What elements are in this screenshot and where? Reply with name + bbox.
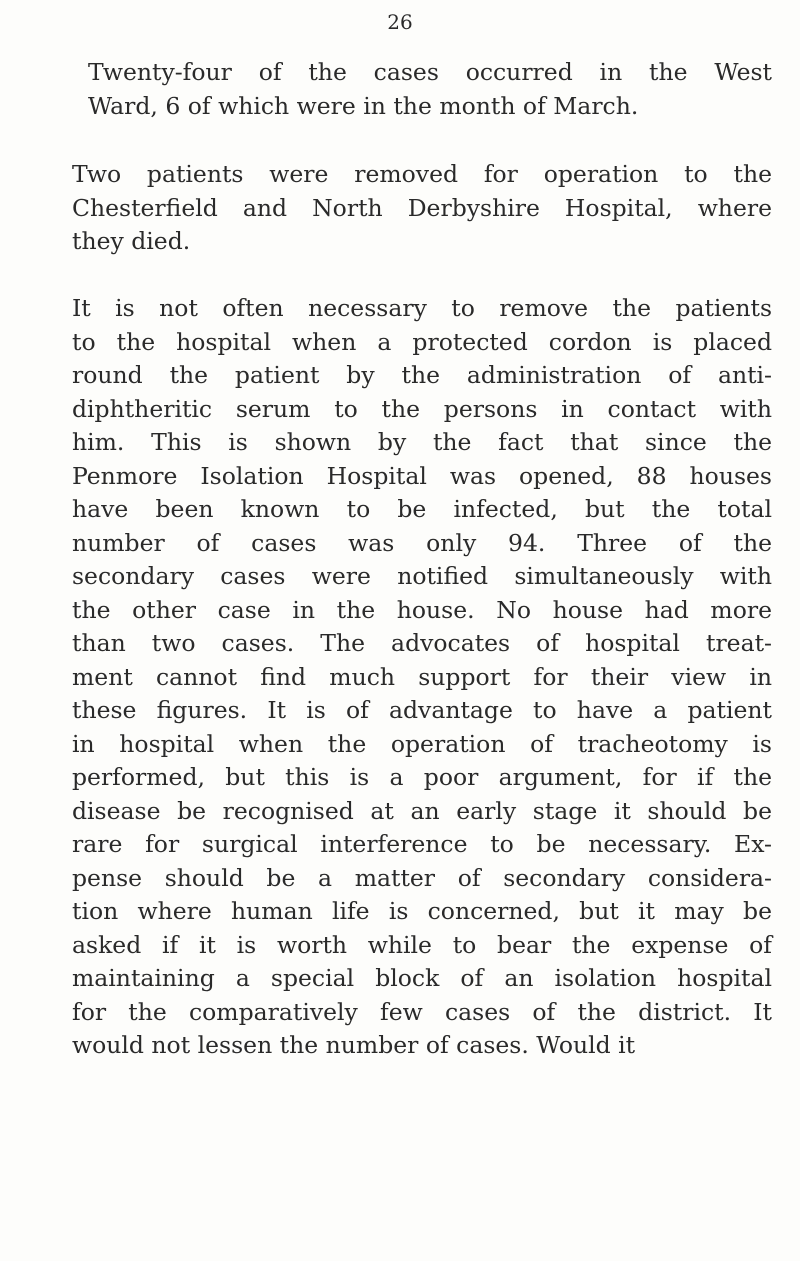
text-line: ment cannot find much support for their view in bbox=[72, 662, 772, 691]
text-line: Chesterfield and North Derbyshire Hospital, where bbox=[72, 193, 772, 222]
page-number: 26 bbox=[387, 10, 413, 34]
text-line: would not lessen the number of cases. Would it bbox=[72, 1031, 636, 1059]
text-line: rare for surgical interference to be necessary. Ex- bbox=[72, 830, 772, 858]
paragraph-3 bbox=[72, 292, 772, 1063]
text-line: maintaining a special block of an isolation hospital bbox=[72, 964, 772, 992]
text-line: pense should be a matter of secondary considera- bbox=[72, 863, 772, 892]
paragraph-1 bbox=[88, 56, 772, 123]
text-line: number of cases was only 94. Three of the bbox=[72, 528, 772, 557]
text-line: these figures. It is of advantage to have a patient bbox=[72, 696, 772, 724]
text-line: round the patient by the administration of anti- bbox=[72, 361, 772, 389]
text-line: asked if it is worth while to bear the expense of bbox=[72, 930, 772, 959]
paragraph-2 bbox=[72, 158, 772, 259]
text-line: secondary cases were notified simultaneously with bbox=[72, 562, 772, 590]
text-line: Penmore Isolation Hospital was opened, 88 houses bbox=[72, 461, 772, 490]
text-line: to the hospital when a protected cordon is placed bbox=[72, 327, 772, 356]
text-line: Twenty-four of the cases occurred in the West bbox=[88, 58, 772, 86]
text-line: the other case in the house. No house had more bbox=[72, 595, 772, 624]
text-line: have been known to be infected, but the total bbox=[72, 495, 772, 523]
text-line: disease be recognised at an early stage it should be bbox=[72, 796, 772, 825]
text-line: for the comparatively few cases of the district. It bbox=[72, 997, 772, 1026]
text-line: than two cases. The advocates of hospital treat- bbox=[72, 629, 772, 657]
text-line: Ward, 6 of which were in the month of March. bbox=[88, 91, 639, 120]
text-line: performed, but this is a poor argument, for if the bbox=[72, 763, 772, 791]
text-line: in hospital when the operation of tracheotomy is bbox=[72, 729, 772, 758]
text-line: diphtheritic serum to the persons in contact with bbox=[72, 394, 772, 423]
text-line: they died. bbox=[72, 227, 191, 255]
text-line: It is not often necessary to remove the patients bbox=[72, 294, 772, 322]
text-line: Two patients were removed for operation to the bbox=[72, 160, 772, 188]
text-line: him. This is shown by the fact that since the bbox=[72, 428, 772, 456]
text-line: tion where human life is concerned, but it may be bbox=[72, 897, 772, 925]
